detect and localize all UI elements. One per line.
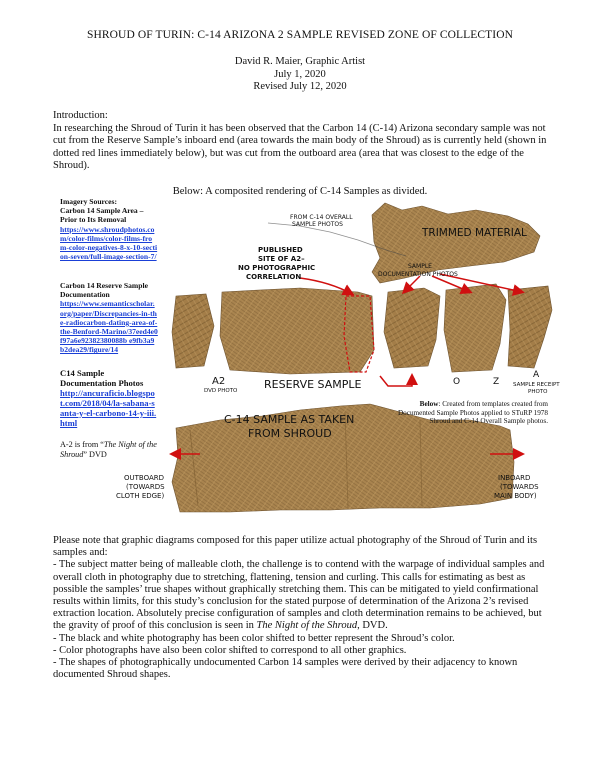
label-sample-doc-2: DOCUMENTATION PHOTOS — [378, 271, 458, 278]
author: David R. Maier, Graphic Artist — [234, 56, 366, 67]
label-taken-1: C-14 SAMPLE AS TAKEN — [224, 413, 355, 426]
body-paragraph-3: - The black and white photography has been color shifted to better represent the Shroud’s color. — [53, 632, 455, 644]
label-a: A — [533, 370, 540, 380]
label-from-overall: FROM C-14 OVERALL — [290, 214, 353, 221]
label-trimmed: TRIMMED MATERIAL — [422, 227, 527, 239]
intro-text: In researching the Shroud of Turin it has been observed that the Carbon 14 (C-14) Arizona secondary sample was not cut from the Reserve Sample’s inboard end (area towards the main body of the Shroud) as is currently held (shown in dotted red lines immediately below), but was cut from the outboard area (area that was closest to the edge of the Shroud). — [53, 122, 547, 171]
label-from-overall-2: SAMPLE PHOTOS — [292, 221, 343, 228]
label-sample-doc-1: SAMPLE — [408, 263, 432, 270]
page-title: SHROUD OF TURIN: C-14 ARIZONA 2 SAMPLE REVISED ZONE OF COLLECTION — [86, 29, 514, 41]
z-sample — [444, 284, 506, 372]
intro-heading: Introduction: — [53, 110, 108, 121]
label-o: O — [453, 377, 461, 387]
label-outboard-3: CLOTH EDGE) — [116, 492, 165, 500]
label-published-1: PUBLISHED — [258, 246, 303, 254]
label-inboard-3: MAIN BODY) — [494, 492, 537, 500]
body-paragraph-4: - Color photographs have also been color shifted to correspond to all other graphics. — [53, 644, 407, 656]
label-inboard-2: (TOWARDS — [500, 483, 539, 491]
source3-title: C14 Sample Documentation Photos — [60, 368, 144, 388]
label-published-2: SITE OF A2– — [258, 255, 305, 263]
revised-date: Revised July 12, 2020 — [253, 81, 347, 92]
body-text — [53, 535, 553, 681]
source1-link[interactable]: https://www.shroudphotos.com/color-films/color-films-from-color-negatives-8-x-10-section-seven/full-image-section-7/ — [60, 224, 158, 262]
source1-title: Carbon 14 Sample Area – Prior to Its Removal — [60, 206, 144, 225]
a2-source-note: A-2 is from “The Night of the Shroud” DVD — [60, 440, 157, 459]
body-paragraph-5: - The shapes of photographically undocumented Carbon 14 samples were derived by their adjacency to known documented Shroud shapes. — [53, 657, 518, 681]
label-outboard-1: OUTBOARD — [124, 474, 165, 482]
dvd-title: The Night of the Shroud — [60, 440, 157, 459]
label-z: Z — [493, 377, 500, 387]
o-sample — [384, 288, 440, 368]
a2-dvd-sample — [172, 294, 214, 368]
source3-link[interactable]: http://ancuraficio.blogspot.com/2018/04/la-sabana-santa-y-el-carbono-14-y-iii.html — [60, 388, 157, 428]
label-taken-2: FROM SHROUD — [248, 427, 332, 440]
reserve-sample — [220, 288, 374, 374]
body-paragraph-2: - The subject matter being of malleable cloth, the challenge is to contend with the warpage of individual samples and overall cloth in photography due to stretching, flattening, tension and curling. This calls for estimating as best as possible the samples’ true shapes without graphically stretching them. This can be mitigated to yield confirmational results within limits, for this study’s conclusion for the stated purpose of determination of the Arizona 2’s revised extraction location. Absolutely precise configuration of samples and cloth determination remains to be achieved, but the gravity of proof of this conclusion is seen in The Night of the Shroud, DVD. — [53, 559, 545, 632]
label-receipt-2: PHOTO — [528, 389, 548, 395]
body-paragraph-1: Please note that graphic diagrams composed for this paper utilize actual photography of the Shroud of Turin and its samples and: — [53, 535, 538, 559]
label-published-3: NO PHOTOGRAPHIC — [238, 264, 316, 272]
source2-link[interactable]: https://www.semanticscholar.org/paper/Discrepancies-in-the-radiocarbon-dating-area-of-the-Benford-Marino/37eed4e0f97a6e92382380088b e9fb3a9b2dea29/figure/14 — [60, 299, 158, 355]
label-inboard-1: INBOARD — [498, 474, 531, 482]
label-reserve-sample: RESERVE SAMPLE — [264, 378, 362, 391]
label-dvd-photo: DVD PHOTO — [204, 388, 238, 394]
source2-title: Carbon 14 Reserve Sample Documentation — [60, 281, 148, 300]
imagery-heading: Imagery Sources: — [60, 197, 118, 206]
label-a2: A2 — [212, 376, 226, 387]
arrow-reserve — [380, 376, 412, 386]
label-published-4: CORRELATION — [246, 273, 302, 281]
label-outboard-2: (TOWARDS — [126, 483, 165, 491]
label-receipt-1: SAMPLE RECEIPT — [513, 382, 560, 388]
a-sample — [508, 286, 552, 368]
figure-caption: Below: A composited rendering of C-14 Samples as divided. — [172, 186, 428, 197]
below-figure-caption: Below: Created from templates created from Documented Sample Photos applied to STuRP 1978 Shroud and C-14 Overall Sample photos. — [397, 400, 548, 426]
date: July 1, 2020 — [274, 68, 326, 80]
